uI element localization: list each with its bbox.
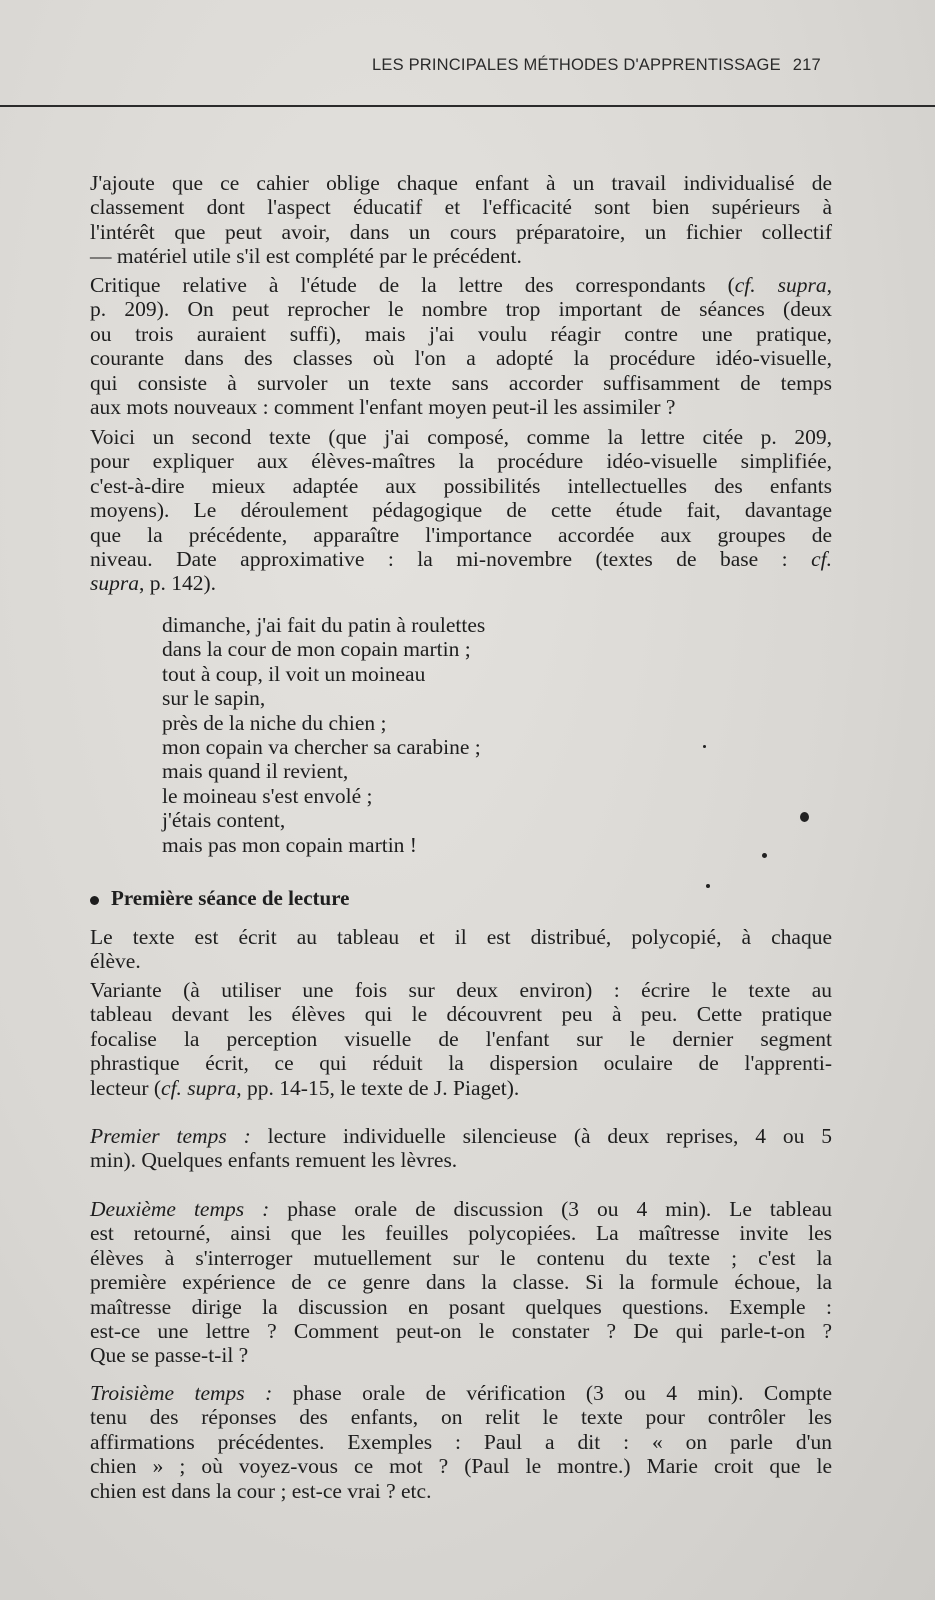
- poem-line: tout à coup, il voit un moineau: [162, 661, 426, 686]
- paragraph: [90, 425, 832, 596]
- scan-speck: [800, 812, 809, 822]
- text-line: min). Quelques enfants remuent les lèvres.: [90, 1148, 458, 1173]
- paragraph: [90, 171, 832, 269]
- text-line: que la précédente, apparaître l'importance accordée aux groupes de: [90, 522, 832, 547]
- scan-speck: [703, 745, 706, 748]
- poem-line: dimanche, j'ai fait du patin à roulettes: [162, 613, 486, 637]
- paragraph: [90, 925, 832, 974]
- paragraph: [90, 1197, 832, 1368]
- page-number: 217: [792, 56, 821, 74]
- italic-text: supra: [90, 571, 139, 596]
- text-line: pour expliquer aux élèves-maîtres la procédure idéo-visuelle simplifiée,: [90, 449, 832, 474]
- text-segment: lecture individuelle silencieuse (à deux reprises, 4 ou 5: [250, 1124, 832, 1148]
- text-line: [90, 1076, 832, 1100]
- text-line: l'intérêt que peut avoir, dans un cours préparatoire, un fichier collectif: [90, 219, 832, 244]
- text-line: tableau devant les élèves qui le découvrent peu à peu. Cette pratique: [90, 1002, 832, 1027]
- header-rule: [0, 105, 935, 107]
- running-title: LES PRINCIPALES MÉTHODES D'APPRENTISSAGE: [372, 56, 781, 74]
- poem-line: mais quand il revient,: [162, 759, 349, 784]
- text-line: est retourné, ainsi que les feuilles polycopiées. La maîtresse invite les: [90, 1221, 832, 1246]
- paragraph: [90, 273, 832, 419]
- text-line: aux mots nouveaux : comment l'enfant moyen peut-il les assimiler ?: [90, 395, 676, 420]
- text-segment: , p. 142).: [138, 571, 217, 596]
- text-line: affirmations précédentes. Exemples : Paul a dit : « on parle d'un: [90, 1429, 832, 1454]
- italic-text: cf. supra: [161, 1075, 237, 1100]
- poem-excerpt: [162, 613, 762, 857]
- text-line: première expérience de ce genre dans la classe. Si la formule échoue, la: [90, 1270, 832, 1295]
- text-line: maîtresse dirige la discussion en posant quelques questions. Exemple :: [90, 1294, 832, 1319]
- text-line: est-ce une lettre ? Comment peut-on le constater ? De qui parle-t-on ?: [90, 1319, 832, 1344]
- text-line: qui consiste à survoler un texte sans accorder suffisamment de temps: [90, 370, 832, 395]
- text-line: [90, 1197, 832, 1221]
- running-header: [372, 56, 852, 75]
- text-line: focalise la perception visuelle de l'enfant sur le dernier segment: [90, 1026, 832, 1051]
- text-segment: Critique relative à l'étude de la lettre des correspondants (: [90, 273, 735, 297]
- text-line: classement dont l'aspect éducatif et l'efficacité sont bien supérieurs à: [90, 195, 832, 220]
- paragraph: [90, 1124, 832, 1173]
- text-line: élèves à s'interroger mutuellement sur le contenu du texte ; c'est la: [90, 1245, 832, 1270]
- italic-text: Deuxième temps :: [90, 1197, 270, 1221]
- text-line: [90, 1381, 832, 1405]
- text-segment: , pp. 14-15, le texte de J. Piaget).: [236, 1075, 520, 1100]
- text-line: — matériel utile s'il est complété par le précédent.: [90, 244, 522, 269]
- text-line: [90, 1124, 832, 1148]
- text-line: c'est-à-dire mieux adaptée aux possibilités intellectuelles des enfants: [90, 473, 832, 498]
- text-line: tenu des réponses des enfants, on relit le texte pour contrôler les: [90, 1405, 832, 1430]
- scan-speck: [706, 884, 710, 888]
- scan-speck: [762, 853, 767, 858]
- italic-text: Troisième temps :: [90, 1381, 273, 1405]
- text-line: courante dans des classes où l'on a adopté la procédure idéo-visuelle,: [90, 346, 832, 371]
- text-segment: phase orale de vérification (3 ou 4 min). Compte: [272, 1381, 833, 1405]
- text-segment: ,: [826, 273, 832, 297]
- text-line: p. 209). On peut reprocher le nombre trop important de séances (deux: [90, 297, 832, 322]
- text-line: Le texte est écrit au tableau et il est distribué, polycopié, à chaque: [90, 925, 832, 949]
- poem-line: j'étais content,: [162, 808, 286, 833]
- text-line: Que se passe-t-il ?: [90, 1343, 249, 1368]
- poem-line: dans la cour de mon copain martin ;: [162, 637, 471, 662]
- text-line: [90, 571, 832, 595]
- text-line: chien » ; où voyez-vous ce mot ? (Paul le montre.) Marie croit que le: [90, 1454, 832, 1479]
- poem-line: mon copain va chercher sa carabine ;: [162, 735, 481, 760]
- poem-line: mais pas mon copain martin !: [162, 832, 417, 857]
- paragraph: [90, 978, 832, 1100]
- text-segment: lecteur (: [90, 1075, 162, 1100]
- text-line: Variante (à utiliser une fois sur deux environ) : écrire le texte au: [90, 978, 832, 1002]
- text-line: moyens). Le déroulement pédagogique de cette étude fait, davantage: [90, 498, 832, 523]
- text-segment: niveau. Date approximative : la mi-novembre (textes de base :: [90, 547, 812, 572]
- text-segment: phase orale de discussion (3 ou 4 min). Le tableau: [269, 1197, 832, 1221]
- text-line: phrastique écrit, ce qui réduit la dispersion oculaire de l'apprenti-: [90, 1051, 832, 1076]
- text-line: Voici un second texte (que j'ai composé, comme la lettre citée p. 209,: [90, 425, 832, 449]
- text-line: élève.: [90, 949, 141, 974]
- poem-line: sur le sapin,: [162, 686, 266, 711]
- text-line: [90, 273, 832, 297]
- text-line: chien est dans la cour ; est-ce vrai ? etc.: [90, 1478, 432, 1503]
- italic-text: Premier temps :: [90, 1124, 251, 1148]
- text-line: [90, 547, 832, 571]
- italic-text: cf. supra: [734, 273, 827, 297]
- poem-line: le moineau s'est envolé ;: [162, 783, 373, 808]
- text-line: ou trois auraient suffi), mais j'ai voulu réagir contre une pratique,: [90, 321, 832, 346]
- paragraph: [90, 1381, 832, 1503]
- text-line: J'ajoute que ce cahier oblige chaque enfant à un travail individualisé de: [90, 171, 832, 195]
- section-heading-text: Première séance de lecture: [111, 886, 350, 910]
- bullet-icon: [90, 896, 99, 905]
- italic-text: cf.: [811, 547, 832, 572]
- section-heading: [90, 886, 349, 911]
- poem-line: près de la niche du chien ;: [162, 710, 387, 735]
